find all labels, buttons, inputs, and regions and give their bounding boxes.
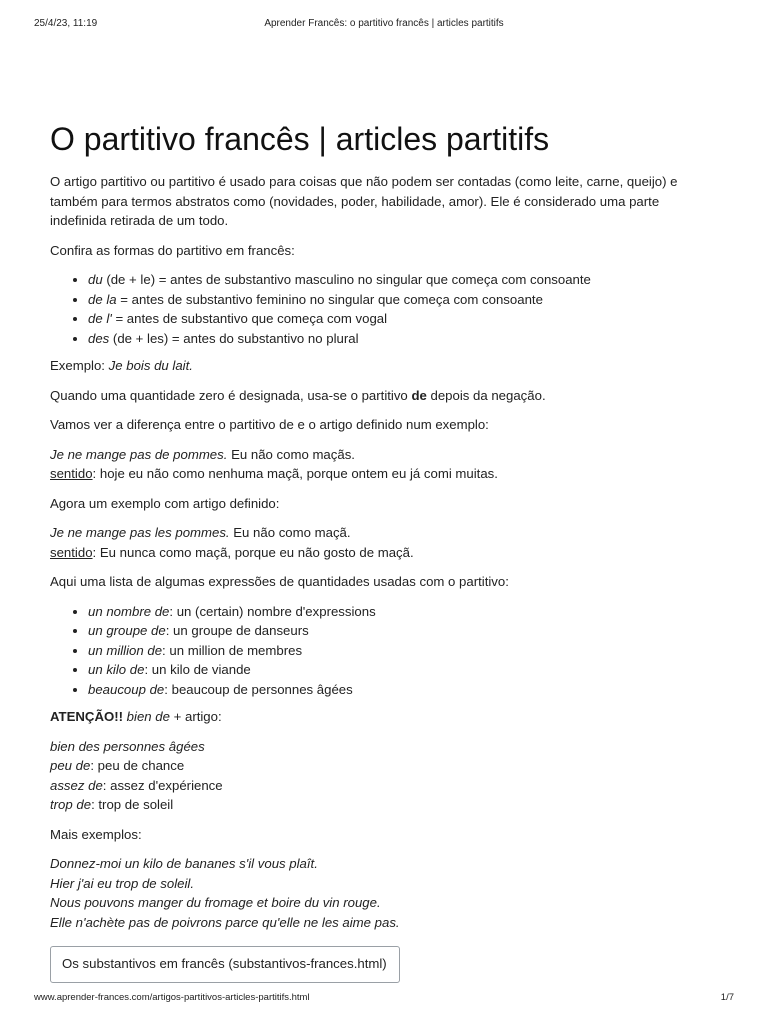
zero-quantity-paragraph: Quando uma quantidade zero é designada, usa-se o partitivo de depois da negação.	[50, 387, 546, 403]
difference-intro: Vamos ver a diferença entre o partitivo de e o artigo definido num exemplo:	[50, 417, 489, 432]
example-paragraph: Exemplo: Je bois du lait.	[50, 358, 193, 373]
page-number: 1/7	[720, 992, 734, 1003]
print-url: www.aprender-frances.com/artigos-partitivos-articles-partitifs.html	[34, 992, 310, 1003]
list-item: • de la = antes de substantivo feminino no singular que começa com consoante	[88, 290, 710, 310]
sense-label: sentido	[50, 466, 93, 481]
partitive-example: Je ne mange pas de pommes. Eu não como maçãs. sentido: hoje eu não como nenhuma maçã, porque ontem eu já comi muitas.	[50, 446, 498, 481]
intro-paragraph: O artigo partitivo ou partitivo é usado para coisas que não podem ser contadas (como leite, carne, queijo) e também para termos abstratos como (novidades, poder, habilidade, amor). Ele é considerado uma parte indefinida retirada de um todo.	[50, 174, 678, 228]
article	[50, 118, 710, 983]
print-header	[34, 18, 734, 32]
list-item: • un kilo de: un kilo de viande	[88, 660, 710, 680]
list-item: • un nombre de: un (certain) nombre d'expressions	[88, 602, 710, 622]
article-title: O partitivo francês | articles partitifs	[50, 121, 550, 157]
list-item: • du (de + le) = antes de substantivo masculino no singular que começa com consoante	[88, 270, 710, 290]
forms-intro: Confira as formas do partitivo em francês:	[50, 242, 295, 258]
more-examples-label: Mais exemplos:	[50, 826, 142, 842]
list-item: • beaucoup de: beaucoup de personnes âgées	[88, 680, 710, 700]
bien-de-examples: bien des personnes âgées peu de: peu de chance assez de: assez d'expérience trop de: trop de soleil	[50, 738, 223, 812]
substantivos-link-box[interactable]: Os substantivos em francês (substantivos-frances.html)	[50, 946, 400, 983]
quantity-intro: Aqui uma lista de algumas expressões de quantidades usadas com o partitivo:	[50, 574, 509, 589]
warning-paragraph: ATENÇÃO!! bien de + artigo:	[50, 709, 222, 724]
print-footer	[34, 992, 734, 1006]
sense-label: sentido	[50, 544, 93, 560]
definite-example: Je ne mange pas les pommes. Eu não como maçã. sentido: Eu nunca como maçã, porque eu não gosto de maçã.	[50, 525, 414, 560]
print-page-title: Aprender Francês: o partitivo francês | articles partitifs	[264, 18, 504, 29]
list-item: • des (de + les) = antes do substantivo no plural	[88, 329, 710, 349]
list-item: • de l' = antes de substantivo que começa com vogal	[88, 309, 710, 329]
print-date: 25/4/23, 11:19	[34, 18, 98, 29]
list-item: • un million de: un million de membres	[88, 641, 710, 661]
more-examples: Donnez-moi un kilo de bananes s'il vous plaît. Hier j'ai eu trop de soleil. Nous pouvons manger du fromage et boire du vin rouge. Elle n'achète pas de poivrons parce qu'elle ne les aime pas.	[50, 856, 400, 930]
definite-intro: Agora um exemplo com artigo definido:	[50, 495, 280, 511]
quantity-expressions-list	[50, 602, 710, 700]
list-item: • un groupe de: un groupe de danseurs	[88, 621, 710, 641]
partitive-forms-list	[50, 270, 710, 348]
